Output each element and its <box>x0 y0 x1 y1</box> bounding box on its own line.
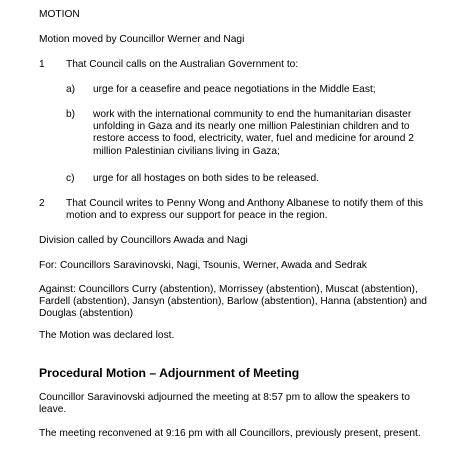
subitem-a-text: urge for a ceasefire and peace negotiations in the Middle East; <box>93 84 376 95</box>
subitem-b-text: work with the international community to end the humanitarian disaster unfolding in Gaza and its nearly one million Palestinian children and to restore access to food, electricity, water, fuel and medicine for around 2 million Palestinian civilians living in Gaza; <box>93 109 414 157</box>
division-line: Division called by Councillors Awada and Nagi <box>39 235 248 246</box>
subitem-b-label: b) <box>66 109 76 120</box>
item-1-number: 1 <box>39 59 45 70</box>
subitem-c-label: c) <box>66 173 75 184</box>
subitem-c-text: urge for all hostages on both sides to be released. <box>93 173 319 184</box>
subitem-a-label: a) <box>66 84 76 95</box>
adjourned-paragraph: Councillor Saravinovski adjourned the meeting at 8:57 pm to allow the speakers to leave. <box>39 392 410 416</box>
item-2-text: That Council writes to Penny Wong and Anthony Albanese to notify them of this motion and to express our support for peace in the region. <box>66 198 424 222</box>
for-line: For: Councillors Saravinovski, Nagi, Tsounis, Werner, Awada and Sedrak <box>39 260 367 271</box>
result-line: The Motion was declared lost. <box>39 330 175 341</box>
moved-by-line: Motion moved by Councillor Werner and Nagi <box>39 34 245 45</box>
against-block: Against: Councillors Curry (abstention), Morrissey (abstention), Muscat (abstention), Fardell (abstention), Jansyn (abstention), Barlow (abstention), Hanna (abstention) and Douglas (abstention) <box>39 284 427 320</box>
reconvened-paragraph: The meeting reconvened at 9:16 pm with all Councillors, previously present, present. <box>39 428 421 439</box>
procedural-heading: Procedural Motion – Adjournment of Meeting <box>39 366 300 380</box>
item-2-number: 2 <box>39 198 45 209</box>
motion-title: MOTION <box>39 9 80 20</box>
item-1-text: That Council calls on the Australian Government to: <box>66 59 299 70</box>
